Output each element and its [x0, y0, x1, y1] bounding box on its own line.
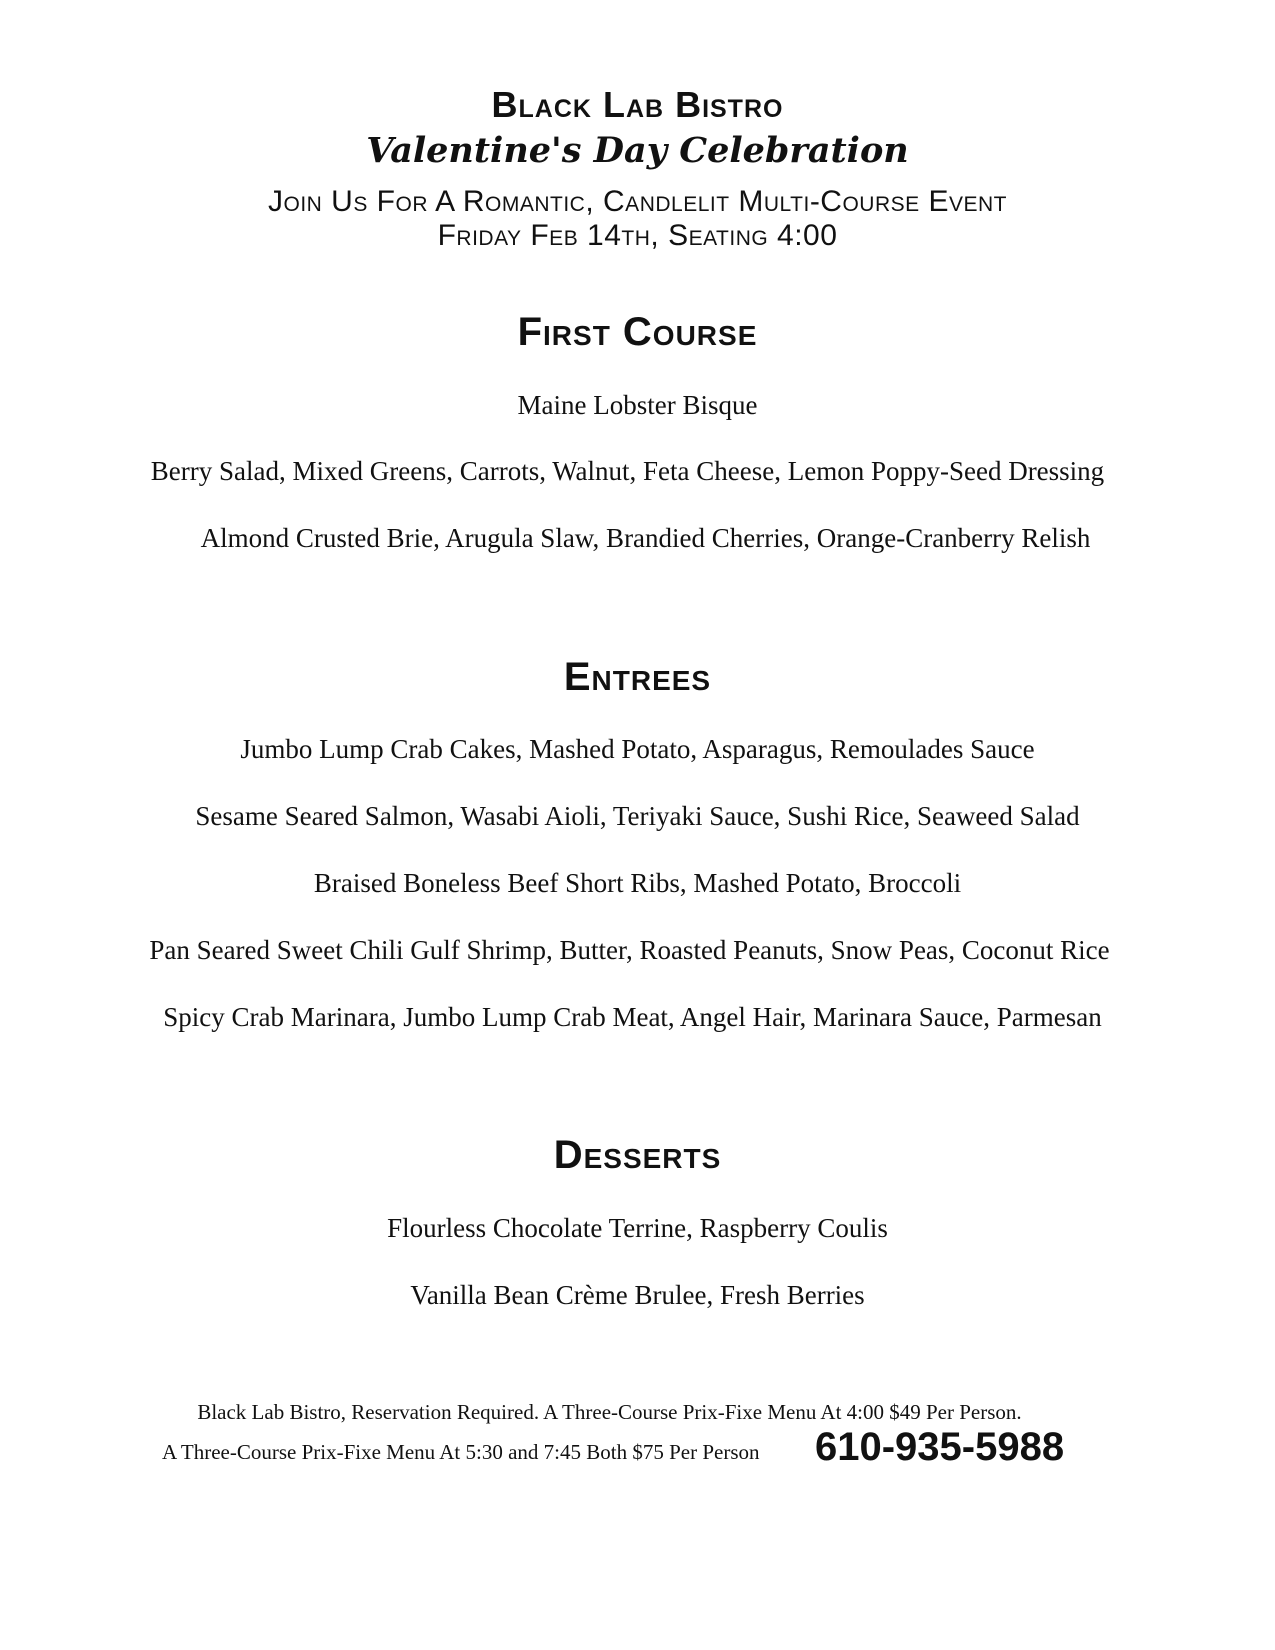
menu-item: Maine Lobster Bisque [517, 390, 758, 420]
menu-item: Flourless Chocolate Terrine, Raspberry Coulis [387, 1213, 888, 1243]
section-heading-entrees: Entrees [563, 655, 712, 699]
phone-number: 610-935-5988 [815, 1425, 1065, 1469]
footer-line-2: A Three-Course Prix-Fixe Menu At 5:30 and 7:45 Both $75 Per Person [162, 1440, 760, 1464]
event-date: Friday Feb 14th, Seating 4:00 [437, 219, 838, 252]
menu-item: Berry Salad, Mixed Greens, Carrots, Walnut, Feta Cheese, Lemon Poppy-Seed Dressing [150, 456, 1105, 486]
menu-item: Almond Crusted Brie, Arugula Slaw, Brandied Cherries, Orange-Cranberry Relish [200, 523, 1091, 553]
menu-item: Jumbo Lump Crab Cakes, Mashed Potato, Asparagus, Remoulades Sauce [240, 734, 1035, 764]
event-title: Valentine's Day Celebration [366, 130, 909, 171]
menu-item: Braised Boneless Beef Short Ribs, Mashed Potato, Broccoli [313, 868, 962, 898]
footer-line-1: Black Lab Bistro, Reservation Required. A Three-Course Prix-Fixe Menu At 4:00 $49 Per Person. [197, 1400, 1022, 1424]
section-heading-first-course: First Course [517, 310, 758, 354]
menu-item: Pan Seared Sweet Chili Gulf Shrimp, Butter, Roasted Peanuts, Snow Peas, Coconut Rice [149, 935, 1110, 965]
menu-item: Sesame Seared Salmon, Wasabi Aioli, Teriyaki Sauce, Sushi Rice, Seaweed Salad [195, 801, 1080, 831]
restaurant-title: Black Lab Bistro [491, 84, 784, 125]
section-heading-desserts: Desserts [553, 1133, 722, 1177]
menu-item: Spicy Crab Marinara, Jumbo Lump Crab Meat, Angel Hair, Marinara Sauce, Parmesan [163, 1002, 1102, 1032]
menu-item: Vanilla Bean Crème Brulee, Fresh Berries [410, 1280, 865, 1310]
event-tagline: Join Us For A Romantic, Candlelit Multi-Course Event [267, 185, 1008, 218]
